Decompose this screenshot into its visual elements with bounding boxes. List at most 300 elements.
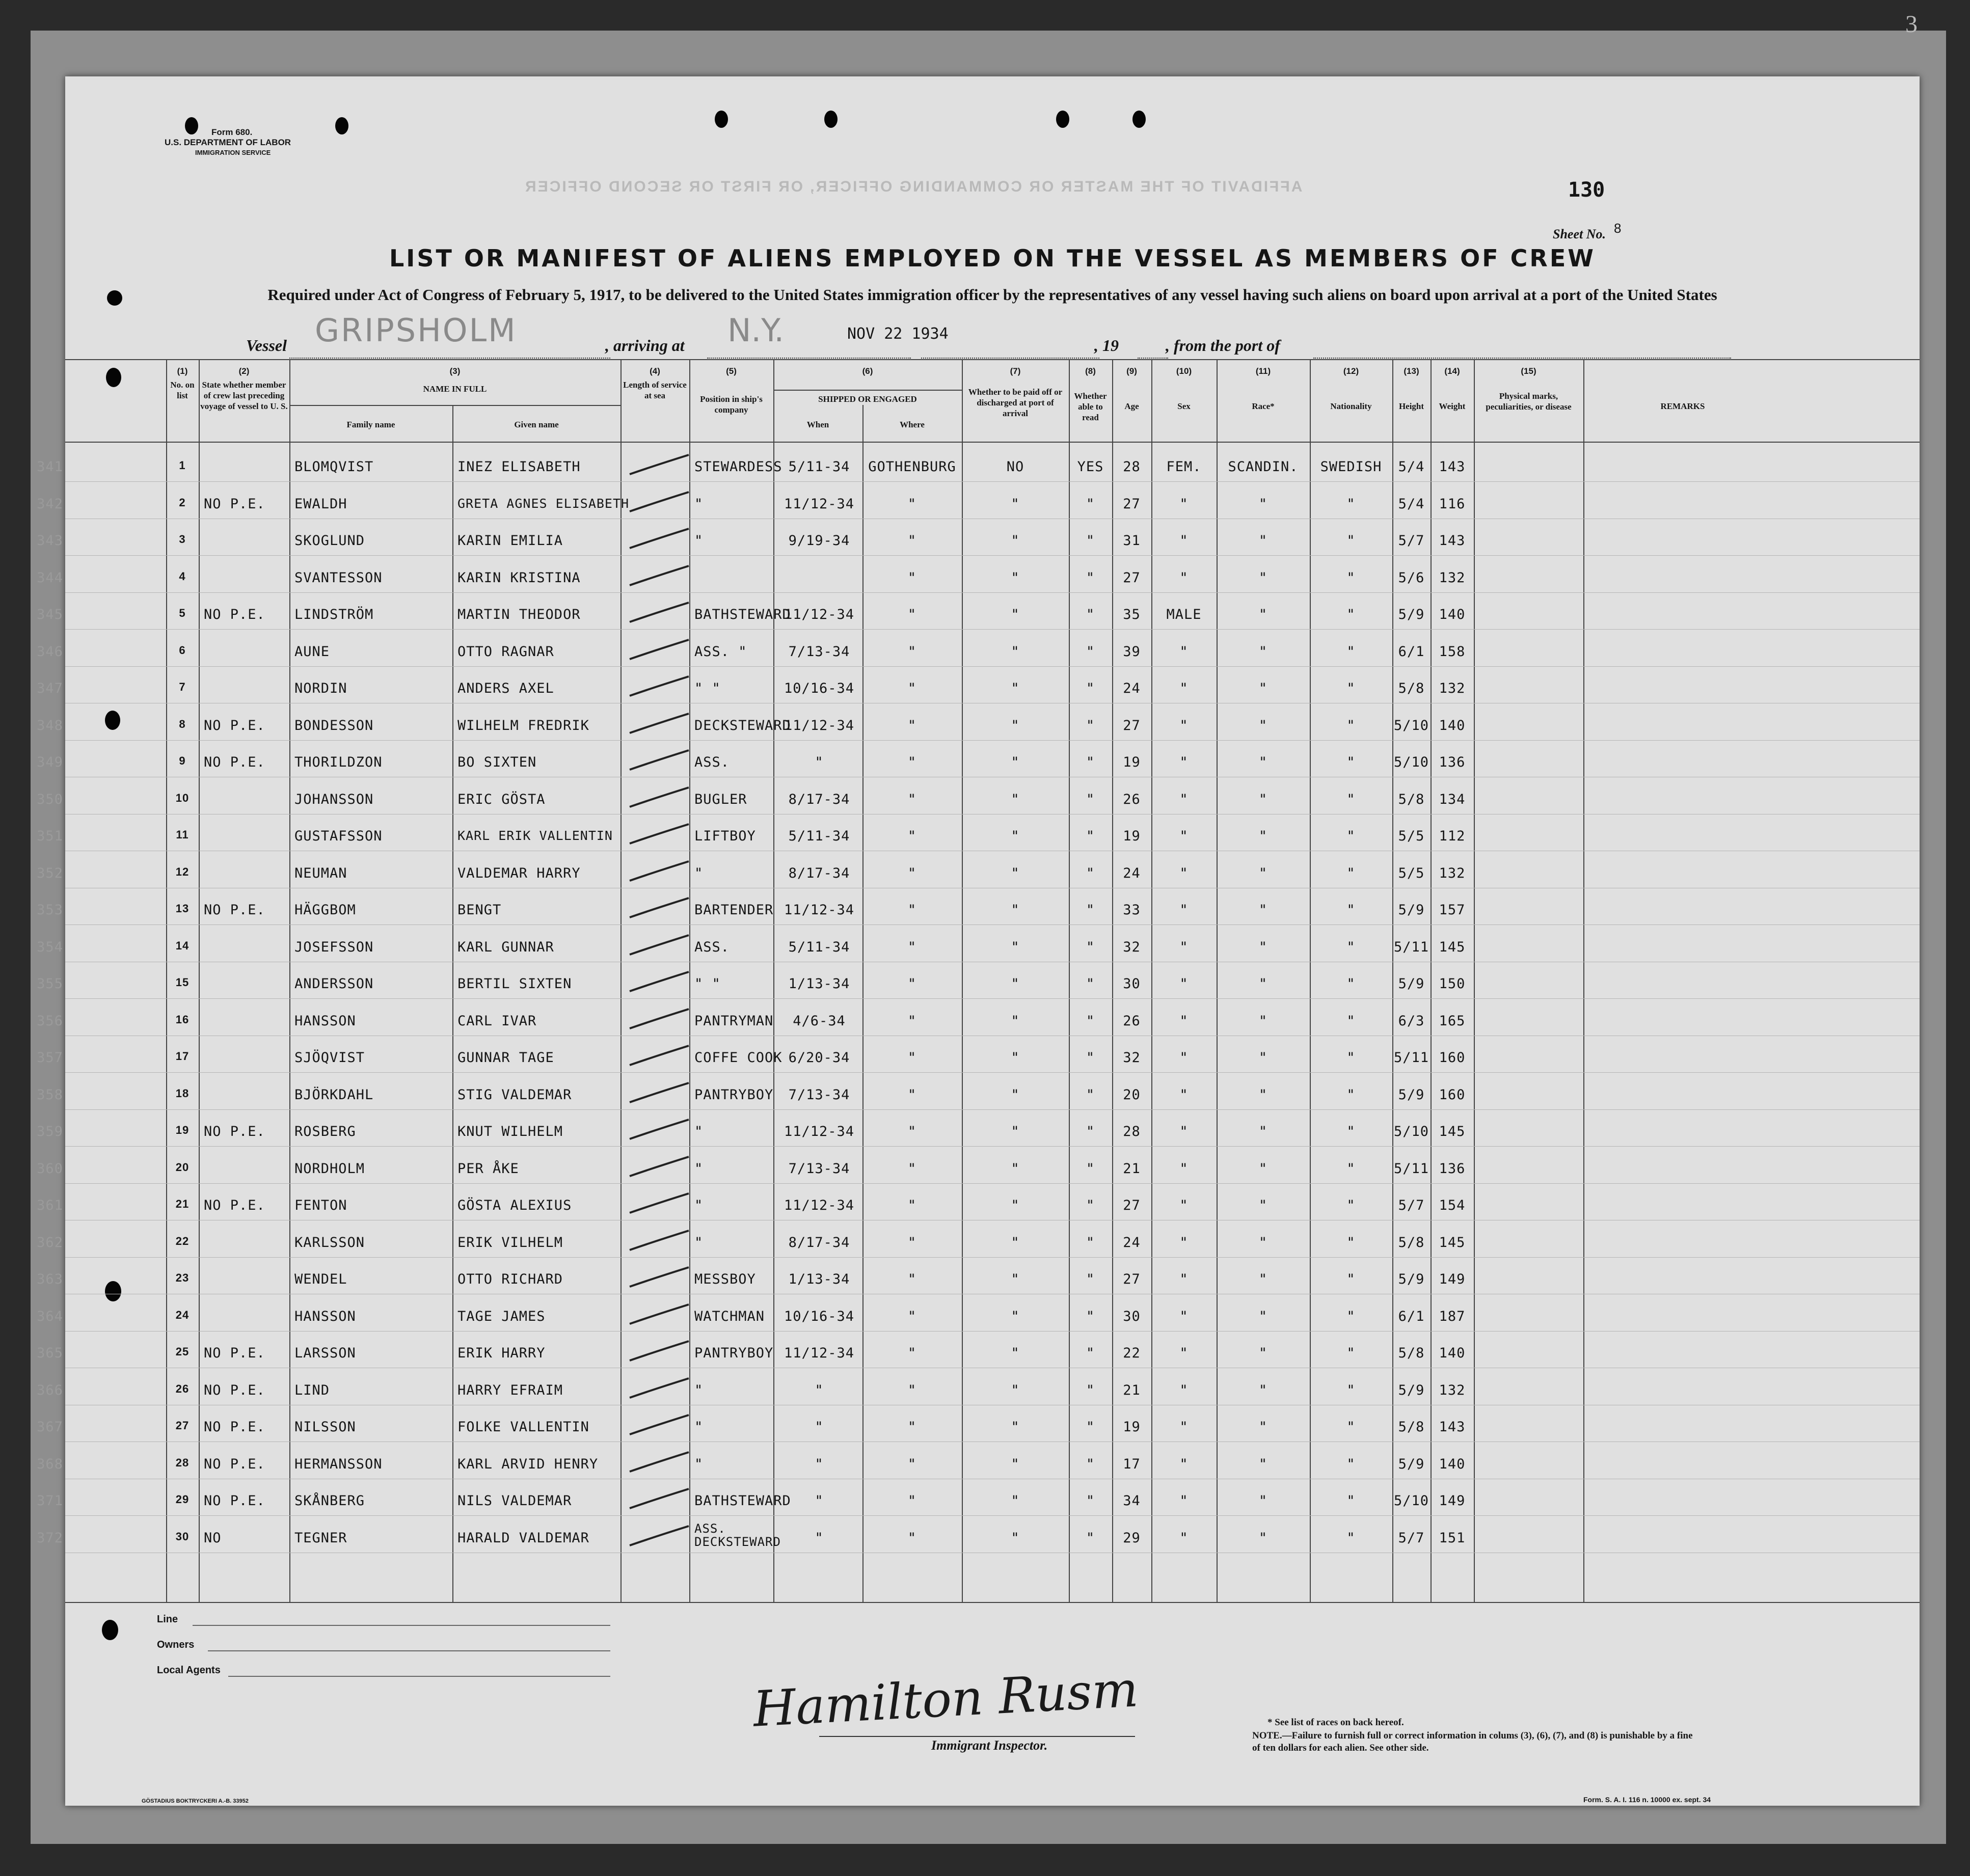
shipped-when-cell: 8/17-34	[788, 1234, 850, 1250]
department-label: U.S. DEPARTMENT OF LABOR	[165, 138, 291, 147]
height-cell: 5/11	[1393, 1160, 1429, 1177]
service-label: IMMIGRATION SERVICE	[195, 149, 271, 156]
no-on-list-cell: 9	[179, 754, 186, 767]
header-paid-off: Whether to be paid off or discharged at port of arrival	[968, 387, 1063, 418]
race-cell: "	[1258, 828, 1268, 844]
crew-state-cell: NO P.E.	[204, 1124, 265, 1139]
table-row	[37, 1000, 1920, 1037]
shipped-when-cell: "	[815, 1419, 824, 1435]
sex-cell: "	[1179, 1345, 1189, 1361]
given-name-cell: BENGT	[457, 902, 502, 918]
no-on-list-cell: 11	[176, 828, 189, 841]
paid-off-cell: "	[1011, 1271, 1020, 1287]
position-cell: "	[694, 1456, 704, 1472]
crew-state-cell: NO P.E.	[204, 607, 265, 622]
no-on-list-cell: 5	[179, 607, 186, 619]
shipped-when-cell: "	[815, 1493, 824, 1509]
shipped-when-cell: 11/12-34	[784, 1198, 855, 1213]
table-row	[37, 1406, 1920, 1443]
race-cell: "	[1258, 754, 1268, 770]
shipped-when-cell: 11/12-34	[784, 1124, 855, 1139]
no-on-list-cell: 10	[175, 791, 190, 804]
given-name-cell: GRETA AGNES ELISABETH	[457, 496, 630, 511]
paid-off-cell: "	[1011, 496, 1020, 512]
nationality-cell: "	[1346, 1419, 1356, 1435]
sex-cell: MALE	[1166, 607, 1202, 622]
age-cell: 32	[1123, 939, 1141, 955]
crew-state-cell: NO P.E.	[204, 754, 265, 770]
weight-cell: 154	[1439, 1198, 1466, 1213]
header-position: Position in ship's company	[700, 394, 763, 415]
shipped-when-cell: 11/12-34	[784, 717, 855, 733]
paid-off-cell: "	[1011, 1419, 1020, 1435]
table-row	[37, 704, 1920, 741]
height-cell: 5/10	[1393, 1124, 1429, 1139]
corner-number: 3	[1905, 11, 1918, 38]
able-to-read-cell: "	[1086, 607, 1095, 622]
nationality-cell: "	[1346, 791, 1356, 807]
shipped-where-cell: "	[907, 939, 917, 955]
shipped-where-cell: "	[907, 1271, 917, 1287]
age-cell: 35	[1123, 607, 1141, 622]
height-cell: 5/9	[1398, 1456, 1425, 1472]
no-on-list-cell: 23	[175, 1271, 190, 1284]
family-name-cell: BLOMQVIST	[294, 459, 374, 475]
seq-number-cell: 346	[37, 643, 63, 660]
seq-number-cell: 356	[37, 1013, 63, 1029]
age-cell: 24	[1123, 1234, 1141, 1250]
seq-number-cell: 349	[37, 754, 63, 770]
height-cell: 5/7	[1398, 1530, 1425, 1546]
race-cell: "	[1258, 1198, 1268, 1213]
family-name-cell: HANSSON	[294, 1013, 356, 1029]
race-cell: "	[1258, 533, 1268, 549]
sex-cell: "	[1179, 1271, 1189, 1287]
paid-off-cell: "	[1011, 828, 1020, 844]
length-service-tick	[626, 932, 692, 958]
no-on-list-cell: 25	[175, 1345, 190, 1358]
weight-cell: 143	[1439, 459, 1466, 475]
document-title: LIST OR MANIFEST OF ALIENS EMPLOYED ON THE VESSEL AS MEMBERS OF CREW	[389, 244, 1596, 272]
header-age: Age	[1124, 401, 1139, 411]
length-service-tick	[626, 1301, 692, 1327]
race-cell: "	[1258, 569, 1268, 586]
no-on-list-cell: 8	[179, 717, 186, 730]
race-cell: SCANDIN.	[1228, 459, 1299, 475]
table-row	[37, 1517, 1920, 1554]
position-cell: "	[694, 533, 704, 549]
able-to-read-cell: "	[1086, 1198, 1095, 1213]
race-cell: "	[1258, 1050, 1268, 1066]
length-service-tick	[626, 711, 692, 736]
height-cell: 5/8	[1398, 1345, 1425, 1361]
family-name-cell: LIND	[294, 1382, 330, 1398]
sex-cell: "	[1179, 1419, 1189, 1435]
header-no-on-list: No. on list	[170, 380, 195, 400]
table-row	[37, 1258, 1920, 1295]
given-name-cell: MARTIN THEODOR	[457, 607, 581, 622]
family-name-cell: BONDESSON	[294, 717, 374, 733]
given-name-cell: GÖSTA ALEXIUS	[457, 1198, 572, 1213]
weight-cell: 134	[1439, 791, 1466, 807]
shipped-where-cell: "	[907, 607, 917, 622]
family-name-cell: NORDHOLM	[294, 1160, 365, 1177]
given-name-cell: NILS VALDEMAR	[457, 1493, 572, 1509]
length-service-tick	[626, 637, 692, 662]
seq-number-cell: 358	[37, 1086, 63, 1103]
race-cell: "	[1258, 681, 1268, 696]
vessel-name: GRIPSHOLM	[315, 312, 517, 349]
seq-number-cell: 355	[37, 976, 63, 992]
no-on-list-cell: 19	[175, 1124, 190, 1136]
table-row	[37, 741, 1920, 778]
height-cell: 5/8	[1398, 1419, 1425, 1435]
nationality-cell: "	[1346, 902, 1356, 918]
able-to-read-cell: "	[1086, 1160, 1095, 1177]
sex-cell: "	[1179, 1160, 1189, 1177]
age-cell: 20	[1123, 1086, 1141, 1103]
paid-off-cell: "	[1011, 607, 1020, 622]
race-cell: "	[1258, 1271, 1268, 1287]
table-row	[37, 1443, 1920, 1480]
given-name-cell: GUNNAR TAGE	[457, 1050, 554, 1066]
age-cell: 32	[1123, 1050, 1141, 1066]
given-name-cell: ANDERS AXEL	[457, 681, 554, 696]
printer-mark: GÖSTADIUS BOKTRYCKERI A.-B. 33952	[142, 1798, 249, 1804]
shipped-where-cell: "	[907, 1493, 917, 1509]
given-name-cell: INEZ ELISABETH	[457, 459, 581, 475]
crew-state-cell: NO P.E.	[204, 496, 265, 512]
sex-cell: "	[1179, 865, 1189, 881]
position-cell: "	[694, 1124, 704, 1139]
given-name-cell: BO SIXTEN	[457, 754, 537, 770]
weight-cell: 140	[1439, 1456, 1466, 1472]
nationality-cell: "	[1346, 569, 1356, 586]
weight-cell: 140	[1439, 1345, 1466, 1361]
family-name-cell: THORILDZON	[294, 754, 383, 770]
weight-cell: 160	[1439, 1086, 1466, 1103]
sex-cell: "	[1179, 533, 1189, 549]
table-row	[37, 557, 1920, 593]
no-on-list-cell: 30	[175, 1530, 190, 1543]
able-to-read-cell: "	[1086, 1050, 1095, 1066]
length-service-tick	[626, 821, 692, 847]
able-to-read-cell: "	[1086, 643, 1095, 660]
paid-off-cell: "	[1011, 1382, 1020, 1398]
length-service-tick	[626, 452, 692, 477]
position-cell: PANTRYMAN	[694, 1013, 774, 1029]
weight-cell: 143	[1439, 533, 1466, 549]
given-name-cell: ERIK HARRY	[457, 1345, 546, 1361]
sex-cell: "	[1179, 828, 1189, 844]
race-cell: "	[1258, 1382, 1268, 1398]
shipped-where-cell: "	[907, 643, 917, 660]
form-code: Form. S. A. I. 116 n. 10000 ex. sept. 34	[1583, 1796, 1711, 1804]
no-on-list-cell: 18	[175, 1086, 190, 1100]
table-row	[37, 593, 1920, 630]
paid-off-cell: "	[1011, 1013, 1020, 1029]
races-note: * See list of races on back hereof.	[1267, 1717, 1404, 1728]
crew-state-cell: NO P.E.	[204, 902, 265, 918]
height-cell: 6/3	[1398, 1013, 1425, 1029]
family-name-cell: SVANTESSON	[294, 569, 383, 586]
table-row	[37, 926, 1920, 963]
position-cell: "	[694, 496, 704, 512]
weight-cell: 112	[1439, 828, 1466, 844]
given-name-cell: STIG VALDEMAR	[457, 1086, 572, 1103]
nationality-cell: "	[1346, 717, 1356, 733]
family-name-cell: LINDSTRÖM	[294, 607, 374, 622]
able-to-read-cell: "	[1086, 754, 1095, 770]
paid-off-cell: "	[1011, 1086, 1020, 1103]
able-to-read-cell: "	[1086, 1234, 1095, 1250]
race-cell: "	[1258, 1013, 1268, 1029]
height-cell: 5/8	[1398, 1234, 1425, 1250]
length-service-tick	[626, 858, 692, 884]
sex-cell: "	[1179, 681, 1189, 696]
race-cell: "	[1258, 1234, 1268, 1250]
sex-cell: "	[1179, 1493, 1189, 1509]
paid-off-cell: "	[1011, 717, 1020, 733]
given-name-cell: FOLKE VALLENTIN	[457, 1419, 589, 1435]
table-row	[37, 852, 1920, 889]
shipped-when-cell: 7/13-34	[788, 1086, 850, 1103]
able-to-read-cell: "	[1086, 533, 1095, 549]
seq-number-cell: 367	[37, 1419, 63, 1435]
crew-state-cell: NO P.E.	[204, 717, 265, 733]
shipped-where-cell: "	[907, 1198, 917, 1213]
no-on-list-cell: 3	[179, 533, 186, 546]
seq-number-cell: 365	[37, 1345, 63, 1361]
table-row	[37, 778, 1920, 815]
manifest-table: (1) (2) (3) (4) (5) (6) (7) (8) (9) (10) (11) (12) (13) (14) (15) No. on list State whether member of crew last preceding voyage of vessel to U. S. NAME IN FULL Family name Given name Length of service at sea Position in ship's company SHIPPED OR ENGAGED When Where Whether to be paid off or discharged at port of arrival Whether able to read Age Sex Race* Nationality Height Weight Physical marks, peculiarities, or disease REMARKS 341 1 BLOMQVIST INEZ ELISABETH STEWARDESS 5/11-34 GOTHENBURG NO YES 28 FEM. SCANDIN. SWEDISH 5/4 143 342 2 NO P.E. EWALDH GRETA AGNES ELISABETH " 11/12-34 " " " 27 " " " 5/4 116 343 3 SKOGLUND KARIN EMILIA " 9/19-34 " " " 31 " " " 5/7 143 344 4 SVANTESSON KARIN KRISTINA " " " 27 " " " 5/6 132 345 5 NO P.E. LINDSTRÖM MARTIN THEODOR BATHSTEWARD 11/12-34 " " " 35 MALE " " 5/9 140 346 6 AUNE OTTO RAGNAR ASS. " 7/13-34 " " " 39 " " " 6/1 158 347 7 NORDIN ANDERS AXEL " " 10/16-34 " " " 24 " " " 5/8 132 348 8 NO P.E. BONDESSON WILHELM FREDRIK DECKSTEWARD 11/12-34 " " " 27 " " " 5/10 140 349 9 NO P.E. THORILDZON BO SIXTEN ASS. " " " " 19 " " " 5/10 136 350 10 JOHANSSON ERIC GÖSTA BUGLER 8/17-34 " " " 26 " " " 5/8 134 351 11 GUSTAFSSON KARL ERIK VALLENTIN LIFTBOY 5/11-34 " " " 19 " " " 5/5 112 352 12 NEUMAN VALDEMAR HARRY " 8/17-34 " " " 24 " " " 5/5 132 353 13 NO P.E. HÄGGBOM BENGT BARTENDER 11/12-34 " " " 33 " " " 5/9 157 354 14 JOSEFSSON KARL GUNNAR ASS. 5/11-34 " " " 32 " " " 5/11 145 355 15 ANDERSSON BERTIL SIXTEN " " 1/13-34 " " " 30 " " " 5/9 150 356 16 HANSSON CARL IVAR PANTRYMAN 4/6-34 " " " 26 " " " 6/3 165 357 17 SJÖQVIST GUNNAR TAGE COFFE COOK 6/20-34 " " " 32 " " " 5/11 160 358 18 BJÖRKDAHL STIG VALDEMAR PANTRYBOY 7/13-34 " " " 20 " " " 5/9 160 359 19 NO P.E. ROSBERG KNUT WILHELM " 11/12-34 " " " 28 " " " 5/10 145 360 20 NORDHOLM PER ÅKE " 7/13-34 " " " 21 " " " 5/11 136 361 21 NO P.E. FENTON GÖSTA ALEXIUS " 11/12-34 " " " 27 " " " 5/7 154 362 22 KARLSSON ERIK VILHELM " 8/17-34 " " " 24 " " " 5/8 145 363 23 WENDEL OTTO RICHARD MESSBOY 1/13-34 " " " 27 " " " 5/9 149 364 24 HANSSON TAGE JAMES WATCHMAN 10/16-34 " " " 30 " " " 6/1 187 365 25 NO P.E. LARSSON ERIK HARRY PANTRYBOY 11/12-34 " " " 22 " " " 5/8 140 366 26 NO P.E. LIND HARRY EFRAIM " " " " " 21 " " " 5/9 132 367 27 NO P.E. NILSSON FOLKE VALLENTIN " " " " " 19 " " " 5/8 143 368 28 NO P.E. HERMANSSON KARL ARVID HENRY " " " " " 17 " " " 5/9 140 371 29 NO P.E. SKÅNBERG NILS VALDEMAR BATHSTEWARD " " " " 34 " " " 5/10 149 372 30 NO TEGNER HARALD VALDEMAR ASS. DECKSTEWARD " " " " 29 " " " 5/7 151	[65, 359, 1920, 1602]
paid-off-cell: "	[1011, 1234, 1020, 1250]
able-to-read-cell: "	[1086, 791, 1095, 807]
length-service-tick	[626, 1043, 692, 1068]
nationality-cell: "	[1346, 1234, 1356, 1250]
family-name-cell: ANDERSSON	[294, 976, 374, 992]
nationality-cell: "	[1346, 533, 1356, 549]
nationality-cell: "	[1346, 939, 1356, 955]
position-cell: "	[694, 1382, 704, 1398]
age-cell: 19	[1123, 754, 1141, 770]
sex-cell: "	[1179, 569, 1189, 586]
height-cell: 5/10	[1393, 717, 1429, 733]
sex-cell: "	[1179, 939, 1189, 955]
height-cell: 6/1	[1398, 643, 1425, 660]
no-on-list-cell: 20	[175, 1160, 190, 1174]
given-name-cell: KARIN EMILIA	[457, 533, 563, 549]
seq-number-cell: 359	[37, 1124, 63, 1139]
given-name-cell: ERIK VILHELM	[457, 1234, 563, 1250]
sex-cell: "	[1179, 717, 1189, 733]
shipped-where-cell: "	[907, 1124, 917, 1139]
race-cell: "	[1258, 1530, 1268, 1546]
position-cell: PANTRYBOY	[694, 1345, 774, 1361]
position-cell: PANTRYBOY	[694, 1086, 774, 1103]
nationality-cell: "	[1346, 1124, 1356, 1139]
inspector-label: Immigrant Inspector.	[931, 1738, 1048, 1753]
seq-number-cell: 350	[37, 791, 63, 807]
from-port-label: , from the port of	[1166, 336, 1280, 355]
position-cell: " "	[694, 681, 721, 696]
family-name-cell: SKÅNBERG	[294, 1493, 365, 1509]
shipped-where-cell: "	[907, 791, 917, 807]
sex-cell: "	[1179, 1234, 1189, 1250]
shipped-when-cell: "	[815, 1382, 824, 1398]
paid-off-cell: "	[1011, 569, 1020, 586]
family-name-cell: LARSSON	[294, 1345, 356, 1361]
given-name-cell: KNUT WILHELM	[457, 1124, 563, 1139]
race-cell: "	[1258, 1493, 1268, 1509]
position-cell: ASS. "	[694, 643, 747, 660]
shipped-where-cell: "	[907, 902, 917, 918]
no-on-list-cell: 2	[179, 496, 186, 509]
sex-cell: "	[1179, 1198, 1189, 1213]
seq-number-cell: 368	[37, 1456, 63, 1472]
position-cell: BATHSTEWARD	[694, 1493, 791, 1509]
weight-cell: 145	[1439, 1234, 1466, 1250]
sex-cell: "	[1179, 976, 1189, 992]
height-cell: 5/9	[1398, 902, 1425, 918]
height-cell: 6/1	[1398, 1308, 1425, 1324]
race-cell: "	[1258, 607, 1268, 622]
length-service-tick	[626, 1006, 692, 1031]
age-cell: 19	[1123, 1419, 1141, 1435]
age-cell: 27	[1123, 496, 1141, 512]
able-to-read-cell: "	[1086, 1493, 1095, 1509]
family-name-cell: ROSBERG	[294, 1124, 356, 1139]
shipped-where-cell: "	[907, 717, 917, 733]
paid-off-cell: "	[1011, 1198, 1020, 1213]
shipped-when-cell: 11/12-34	[784, 607, 855, 622]
shipped-where-cell: "	[907, 496, 917, 512]
sex-cell: "	[1179, 1124, 1189, 1139]
nationality-cell: "	[1346, 1345, 1356, 1361]
paid-off-cell: "	[1011, 939, 1020, 955]
no-on-list-cell: 13	[175, 902, 190, 915]
table-row	[37, 1148, 1920, 1184]
sex-cell: "	[1179, 1050, 1189, 1066]
punch-hole	[335, 117, 348, 134]
bleed-through-text: AFFIDAVIT OF THE MASTER OR COMMANDING OFFICER, OR FIRST OR SECOND OFFICER	[524, 178, 1303, 195]
position-cell: "	[694, 1160, 704, 1177]
able-to-read-cell: "	[1086, 496, 1095, 512]
age-cell: 24	[1123, 681, 1141, 696]
position-cell: "	[694, 1419, 704, 1435]
manifest-sheet	[37, 76, 1920, 1806]
arriving-label: , arriving at	[605, 336, 685, 355]
weight-cell: 140	[1439, 717, 1466, 733]
nationality-cell: "	[1346, 1160, 1356, 1177]
no-on-list-cell: 7	[179, 681, 186, 693]
family-name-cell: NORDIN	[294, 681, 347, 696]
age-cell: 27	[1123, 1198, 1141, 1213]
weight-cell: 158	[1439, 643, 1466, 660]
shipped-where-cell: "	[907, 1086, 917, 1103]
position-cell: "	[694, 1234, 704, 1250]
nationality-cell: "	[1346, 1013, 1356, 1029]
crew-state-cell: NO P.E.	[204, 1382, 265, 1398]
paid-off-cell: "	[1011, 1493, 1020, 1509]
paid-off-cell: "	[1011, 1160, 1020, 1177]
weight-cell: 132	[1439, 865, 1466, 881]
punch-hole	[1132, 111, 1146, 128]
height-cell: 5/9	[1398, 1086, 1425, 1103]
length-service-tick	[626, 969, 692, 994]
weight-cell: 151	[1439, 1530, 1466, 1546]
shipped-when-cell: "	[815, 1456, 824, 1472]
table-row	[37, 520, 1920, 556]
sex-cell: "	[1179, 791, 1189, 807]
race-cell: "	[1258, 1456, 1268, 1472]
line-label: Line	[157, 1614, 178, 1625]
shipped-when-cell: "	[815, 1530, 824, 1546]
paid-off-cell: "	[1011, 865, 1020, 881]
seq-number-cell: 345	[37, 607, 63, 622]
shipped-where-cell: "	[907, 1308, 917, 1324]
race-cell: "	[1258, 1308, 1268, 1324]
age-cell: 22	[1123, 1345, 1141, 1361]
shipped-where-cell: "	[907, 828, 917, 844]
length-service-tick	[626, 673, 692, 699]
nationality-cell: "	[1346, 1308, 1356, 1324]
nationality-cell: "	[1346, 828, 1356, 844]
shipped-where-cell: "	[907, 1382, 917, 1398]
no-on-list-cell: 28	[175, 1456, 190, 1469]
position-cell: ASS.	[694, 939, 730, 955]
race-cell: "	[1258, 1124, 1268, 1139]
able-to-read-cell: "	[1086, 1086, 1095, 1103]
nationality-cell: "	[1346, 607, 1356, 622]
length-service-tick	[626, 600, 692, 625]
height-cell: 5/5	[1398, 828, 1425, 844]
able-to-read-cell: "	[1086, 1013, 1095, 1029]
able-to-read-cell: "	[1086, 902, 1095, 918]
weight-cell: 136	[1439, 754, 1466, 770]
height-cell: 5/6	[1398, 569, 1425, 586]
length-service-tick	[626, 784, 692, 810]
position-cell: BARTENDER	[694, 902, 774, 918]
length-service-tick	[626, 1154, 692, 1179]
weight-cell: 160	[1439, 1050, 1466, 1066]
paid-off-cell: NO	[1006, 459, 1024, 475]
sex-cell: "	[1179, 1382, 1189, 1398]
age-cell: 19	[1123, 828, 1141, 844]
shipped-where-cell: GOTHENBURG	[868, 459, 956, 475]
shipped-where-cell: "	[907, 1456, 917, 1472]
seq-number-cell: 344	[37, 569, 63, 586]
height-cell: 5/5	[1398, 865, 1425, 881]
age-cell: 30	[1123, 976, 1141, 992]
seq-number-cell: 342	[37, 496, 63, 512]
family-name-cell: HERMANSSON	[294, 1456, 383, 1472]
age-cell: 21	[1123, 1382, 1141, 1398]
sex-cell: "	[1179, 643, 1189, 660]
shipped-when-cell: 5/11-34	[788, 939, 850, 955]
table-row	[37, 1074, 1920, 1110]
age-cell: 27	[1123, 1271, 1141, 1287]
table-row	[37, 1037, 1920, 1073]
family-name-cell: WENDEL	[294, 1271, 347, 1287]
sex-cell: "	[1179, 754, 1189, 770]
nationality-cell: "	[1346, 1456, 1356, 1472]
length-service-tick	[626, 1338, 692, 1364]
shipped-when-cell: "	[815, 754, 824, 770]
race-cell: "	[1258, 902, 1268, 918]
nationality-cell: "	[1346, 1086, 1356, 1103]
family-name-cell: FENTON	[294, 1198, 347, 1213]
